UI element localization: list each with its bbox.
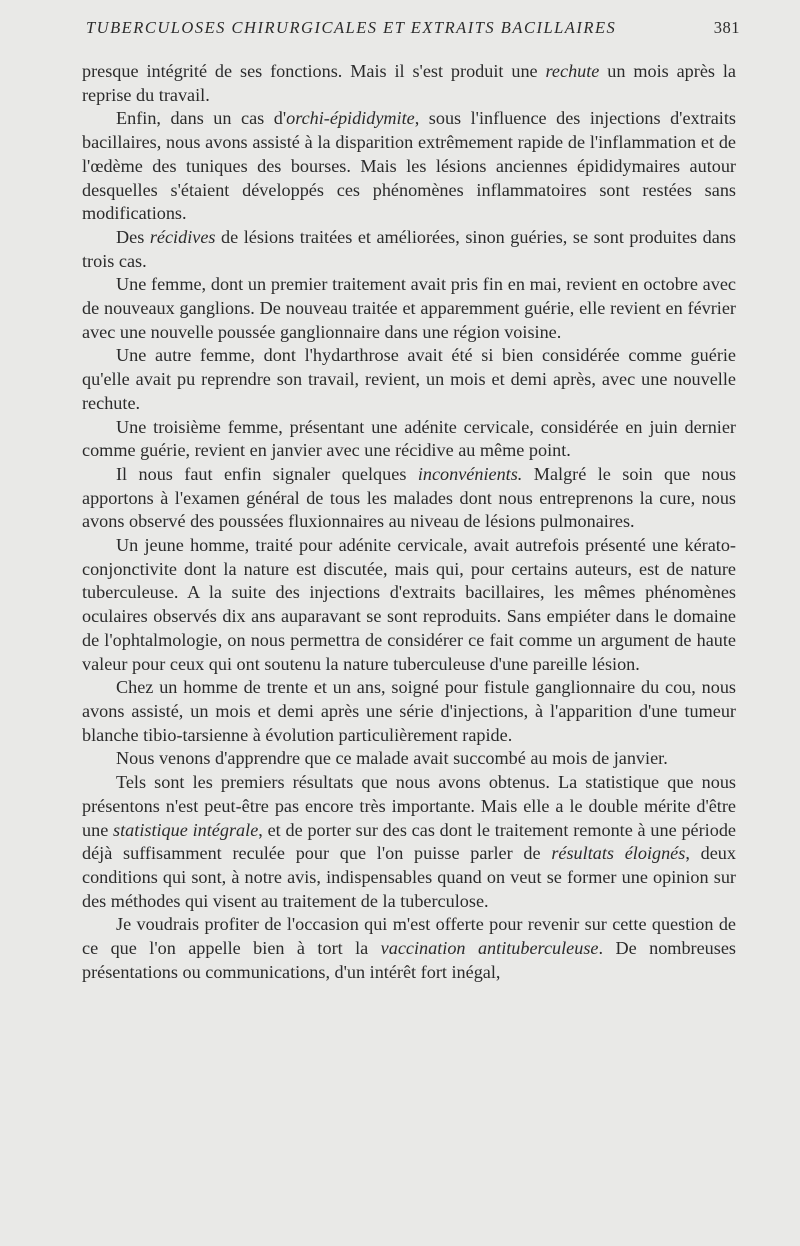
paragraph-5: Une autre femme, dont l'hydarthrose avait été si bien considérée comme guérie qu'elle avait pu reprendre son travail, revient, un mois et demi après, avec une nouvelle rechute. <box>82 345 736 413</box>
paragraph-10: Nous venons d'apprendre que ce malade avait succombé au mois de janvier. <box>116 748 668 769</box>
emphasis: inconvénients. <box>417 463 523 484</box>
emphasis: rechute <box>545 61 600 81</box>
text-body <box>82 60 736 984</box>
paragraph-1: presque intégrité de ses fonctions. Mais il s'est produit une rechute un mois après la reprise du travail. <box>82 61 736 105</box>
paragraph-8: Un jeune homme, traité pour adénite cervicale, avait autrefois présenté une kérato-conjonctivite dont la nature est discutée, mais qui, pour certains auteurs, est de nature tuberculeuse. A la suite des injections d'extraits bacillaires, les mêmes phénomènes oculaires observés dix ans auparavant se sont reproduits. Sans empiéter dans le domaine de l'ophtalmologie, on nous permettra de considérer ce fait comme un argument de haute valeur pour ceux qui ont soutenu la nature tuberculeuse d'une pareille lésion. <box>82 535 736 674</box>
emphasis: vaccination antituberculeuse <box>380 938 599 959</box>
paragraph-9: Chez un homme de trente et un ans, soigné pour fistule ganglionnaire du cou, nous avons assisté, un mois et demi après une série d'injections, à l'apparition d'une tumeur blanche tibio-tarsienne à évolution particulièrement rapide. <box>82 677 736 745</box>
emphasis: résultats éloignés <box>551 843 686 864</box>
paragraph-4: Une femme, dont un premier traitement avait pris fin en mai, revient en octobre avec de nouveaux ganglions. De nouveau traitée et apparemment guérie, elle revient en février avec une nouvelle poussée ganglionnaire dans une région voisine. <box>82 274 736 342</box>
paragraph-6: Une troisième femme, présentant une adénite cervicale, considérée en juin dernier comme guérie, revient en janvier avec une récidive au même point. <box>82 416 736 461</box>
emphasis: statistique intégrale <box>113 819 259 840</box>
emphasis: orchi-épididymite <box>286 108 415 129</box>
paragraph-11: Tels sont les premiers résultats que nous avons obtenus. La statistique que nous présentons n'est peut-être pas encore très importante. Mais elle a le double mérite d'être une statistique intégrale, et de porter sur des cas dont le traitement remonte à une période déjà suffisamment reculée pour que l'on puisse parler de résultats éloignés, deux conditions qui sont, à notre avis, indispensables quand on veut se former une opinion sur des méthodes qui visent au traitement de la tuberculose. <box>82 772 736 911</box>
page-number: 381 <box>713 18 740 37</box>
paragraph-3: Des récidives de lésions traitées et améliorées, sinon guéries, se sont produites dans trois cas. <box>82 226 736 271</box>
paragraph-7: Il nous faut enfin signaler quelques inconvénients. Malgré le soin que nous apportons à l'examen général de tous les malades dont nous entreprenons la cure, nous avons observé des poussées fluxionnaires au niveau de lésions pulmonaires. <box>82 463 736 532</box>
emphasis: récidives <box>149 226 216 247</box>
paragraph-12: Je voudrais profiter de l'occasion qui m'est offerte pour revenir sur cette question de ce que l'on appelle bien à tort la vaccination antituberculeuse. De nombreuses présentations ou communications, d'un intérêt fort inégal, <box>82 914 736 982</box>
running-header <box>86 18 740 42</box>
paragraph-2: Enfin, dans un cas d'orchi-épididymite, sous l'influence des injections d'extraits bacillaires, nous avons assisté à la disparition extrêmement rapide de l'inflammation et de l'œdème des tuniques des bourses. Mais les lésions anciennes épididymaires autour desquelles s'étaient développés ces phénomènes inflammatoires sont restées sans modifications. <box>82 108 736 224</box>
running-title: TUBERCULOSES CHIRURGICALES ET EXTRAITS BACILLAIRES <box>86 18 617 37</box>
